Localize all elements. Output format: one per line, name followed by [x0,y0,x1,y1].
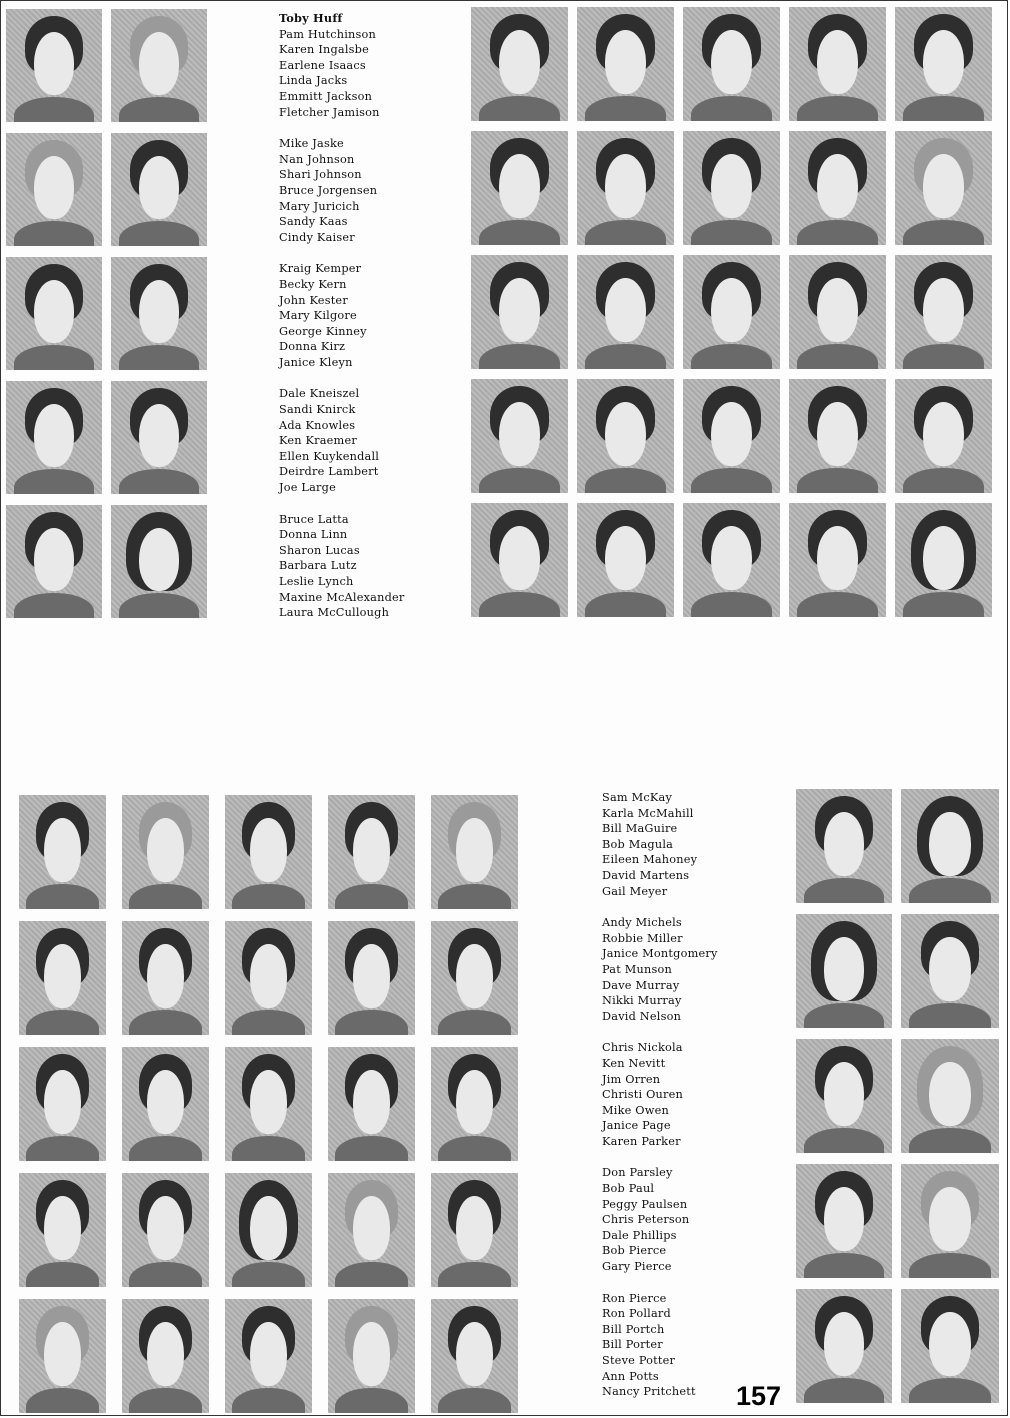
student-portrait [6,381,102,494]
student-portrait [111,505,207,618]
student-name: Mary Juricich [279,199,360,213]
student-name: Becky Kern [279,277,347,291]
student-portrait [431,1173,518,1287]
student-portrait [683,255,780,369]
student-name: Ron Pollard [602,1307,671,1321]
student-name: Janice Kleyn [279,355,353,369]
student-name: Donna Kirz [279,340,346,354]
student-name: Ken Kraemer [279,434,357,448]
student-name: Ken Nevitt [602,1056,666,1070]
student-name: Gail Meyer [602,884,668,898]
student-portrait [901,1039,999,1153]
student-portrait [471,131,568,245]
student-portrait [122,795,209,909]
student-name: Don Parsley [602,1166,673,1180]
student-portrait [895,131,992,245]
student-portrait [328,1047,415,1161]
student-name: Dale Phillips [602,1228,677,1242]
student-portrait [471,503,568,617]
student-portrait [19,1299,106,1413]
student-portrait [111,257,207,370]
name-list-bottom [602,790,718,1400]
student-portrait [577,379,674,493]
student-portrait [796,1164,892,1278]
student-portrait [683,7,780,121]
student-portrait [789,7,886,121]
student-portrait [901,1289,999,1403]
student-name: Steve Potter [602,1354,676,1367]
student-portrait [19,795,106,909]
student-name: Sam McKay [602,791,673,804]
student-portrait [789,131,886,245]
portrait-grid-top-right [471,7,992,617]
student-name: Karla McMahill [602,806,694,820]
student-name: Andy Michels [602,916,682,930]
student-portrait [431,921,518,1035]
student-name: David Martens [602,868,690,882]
student-portrait [789,255,886,369]
student-name: Mike Owen [602,1103,669,1117]
student-name: Bob Magula [602,837,674,851]
student-portrait [6,133,102,246]
student-portrait [225,1299,312,1413]
student-name: Barbara Lutz [279,559,357,573]
student-portrait [6,257,102,370]
student-portrait [683,379,780,493]
student-name: Karen Ingalsbe [279,43,369,57]
portrait-grid-bottom-right [796,789,999,1403]
student-portrait [789,379,886,493]
student-name: Mike Jaske [279,137,344,151]
student-name: Bob Paul [602,1182,655,1196]
student-portrait [901,789,999,903]
student-portrait [111,133,207,246]
student-portrait [6,505,102,618]
student-name: Bruce Jorgensen [279,183,378,197]
student-name: Fletcher Jamison [279,105,380,119]
student-name: Janice Page [602,1119,671,1133]
student-name: Dale Kneiszel [279,387,360,401]
student-name: Sandi Knirck [279,403,356,417]
student-name: Ann Potts [602,1369,659,1383]
student-portrait [225,1173,312,1287]
portrait-grid-bottom-left [19,795,518,1413]
student-name: Sandy Kaas [279,215,348,229]
student-name: Shari Johnson [279,168,362,182]
student-name: Deirdre Lambert [279,465,379,479]
student-portrait [683,503,780,617]
student-portrait [471,7,568,121]
student-portrait [577,7,674,121]
student-portrait [122,1299,209,1413]
student-portrait [328,1173,415,1287]
student-name: Kraig Kemper [279,262,362,276]
student-portrait [122,1173,209,1287]
student-name: Earlene Isaacs [279,58,366,72]
student-portrait [796,1289,892,1403]
student-portrait [796,789,892,903]
student-name: Pam Hutchinson [279,27,376,41]
student-name: Peggy Paulsen [602,1197,688,1211]
student-name: Linda Jacks [279,74,348,88]
student-portrait [789,503,886,617]
page-number: 157 [736,1381,782,1411]
student-name: Robbie Miller [602,931,683,945]
student-portrait [895,503,992,617]
student-portrait [577,255,674,369]
student-name: Joe Large [279,481,336,495]
student-portrait [6,9,102,122]
student-name: Chris Nickola [602,1041,683,1055]
student-portrait [796,914,892,1028]
student-name: Mary Kilgore [279,309,357,323]
student-portrait [895,7,992,121]
student-portrait [431,1047,518,1161]
student-name: Nikki Murray [602,994,682,1008]
student-name: Bill MaGuire [602,822,678,836]
student-name: Laura McCullough [279,606,390,620]
student-portrait [122,921,209,1035]
student-portrait [19,921,106,1035]
student-name: David Nelson [602,1009,682,1023]
student-portrait [328,921,415,1035]
student-name: Bill Porter [602,1338,663,1352]
name-list-top [279,11,405,621]
student-name: Chris Peterson [602,1213,690,1227]
student-portrait [471,255,568,369]
student-portrait [431,795,518,909]
student-portrait [111,9,207,122]
student-name: Emmitt Jackson [279,89,373,103]
student-portrait [225,795,312,909]
student-portrait [111,381,207,494]
student-portrait [901,1164,999,1278]
student-name: Maxine McAlexander [279,590,405,604]
student-name: Ellen Kuykendall [279,449,380,463]
student-portrait [431,1299,518,1413]
student-portrait [328,1299,415,1413]
student-name: Donna Linn [279,528,348,542]
student-name: Nan Johnson [279,152,355,166]
student-name: Bill Portch [602,1322,665,1336]
student-name: Cindy Kaiser [279,230,355,244]
student-portrait [122,1047,209,1161]
student-name: Ada Knowles [279,418,356,432]
student-portrait [577,131,674,245]
student-portrait [328,795,415,909]
student-name: Dave Murray [602,978,680,992]
student-name: Jim Orren [602,1072,661,1086]
student-name: Karen Parker [602,1134,681,1148]
portrait-grid-top-left [6,9,207,618]
student-name: Toby Huff [279,11,343,25]
student-name: Eileen Mahoney [602,853,698,867]
student-name: Ron Pierce [602,1291,667,1305]
student-name: Leslie Lynch [279,575,354,588]
student-portrait [683,131,780,245]
student-portrait [471,379,568,493]
student-portrait [577,503,674,617]
student-name: Gary Pierce [602,1260,672,1274]
student-portrait [19,1047,106,1161]
student-name: Christi Ouren [602,1088,683,1102]
student-name: Pat Munson [602,962,672,976]
student-portrait [796,1039,892,1153]
student-portrait [19,1173,106,1287]
student-name: Bob Pierce [602,1244,667,1258]
student-name: Bruce Latta [279,512,349,526]
student-portrait [901,914,999,1028]
student-name: Nancy Pritchett [602,1385,696,1399]
student-portrait [895,379,992,493]
student-name: Janice Montgomery [602,947,718,961]
student-portrait [225,1047,312,1161]
student-portrait [895,255,992,369]
student-name: George Kinney [279,324,367,338]
student-name: John Kester [279,293,348,307]
student-portrait [225,921,312,1035]
student-name: Sharon Lucas [279,543,360,557]
